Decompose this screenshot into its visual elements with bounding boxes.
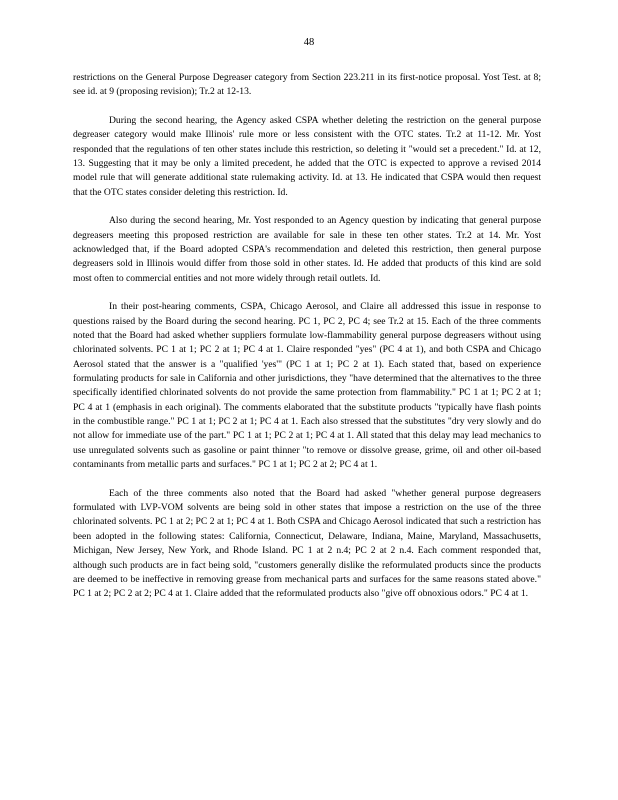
page-number: 48 [303,37,315,48]
paragraph-2: During the second hearing, the Agency asked CSPA whether deleting the restriction on the general purpose degreaser category would make Illinois' rule more or less consistent with the OTC states. Tr.2 at 11-12. Mr. Yost responded that the regulations of ten other states include this restriction, so deleting it "would set a precedent." Id. at 12, 13. Suggesting that it may be only a limited precedent, he added that the OTC is expected to approve a revised 2014 model rule that will generate additional state rulemaking activity. Id. at 13. He indicated that CSPA would then request that the OTC states consider deleting this restriction. Id. [73,114,541,198]
paragraph-5: Each of the three comments also noted that the Board had asked "whether general purpose degreasers formulated with LVP-VOM solvents are being sold in other states that impose a restriction on the use of the three chlorinated solvents. PC 1 at 2; PC 2 at 1; PC 4 at 1. Both CSPA and Chicago Aerosol indicated that such a restriction has been adopted in the following states: California, Connecticut, Delaware, Indiana, Maine, Maryland, Massachusetts, Michigan, New Jersey, New York, and Rhode Island. PC 1 at 2 n.4; PC 2 at 2 n.4. Each comment responded that, although such products are in fact being sold, "customers generally dislike the reformulated products since the products are deemed to be ineffective in removing grease from mechanical parts and surfaces for the same reasons stated above." PC 1 at 2; PC 2 at 2; PC 4 at 1. Claire added that the reformulated products also "give off obnoxious odors." PC 4 at 1. [73,487,541,600]
paragraph-3: Also during the second hearing, Mr. Yost responded to an Agency question by indicating that general purpose degreasers meeting this proposed restriction are available for sale in these ten other states. Tr.2 at 14. Mr. Yost acknowledged that, if the Board adopted CSPA's recommendation and deleted this restriction, then general purpose degreasers sold in Illinois would differ from those sold in other states. Id. He added that products of this kind are sold most often to commercial entities and not more widely through retail outlets. Id. [73,215,541,284]
paragraph-1: restrictions on the General Purpose Degreaser category from Section 223.211 in its first-notice proposal. Yost Test. at 8; see id. at 9 (proposing revision); Tr.2 at 12-13. [73,72,541,98]
document-body [73,71,541,616]
paragraph-4: In their post-hearing comments, CSPA, Chicago Aerosol, and Claire all addressed this issue in response to questions raised by the Board during the second hearing. PC 1, PC 2, PC 4; see Tr.2 at 15. Each of the three comments noted that the Board had asked whether suppliers formulate low-flammability general purpose degreasers without using chlorinated solvents. PC 1 at 1; PC 2 at 1; PC 4 at 1. Claire responded "yes" (PC 4 at 1), and both CSPA and Chicago Aerosol stated that the answer is a "qualified 'yes'" (PC 1 at 1; PC 2 at 1). Each stated that, based on experience formulating products for sale in California and other jurisdictions, they "have determined that the alternatives to the three specifically identified chlorinated solvents do not provide the same protection from flammability." PC 1 at 1; PC 2 at 1; PC 4 at 1 (emphasis in each original). The comments elaborated that the substitute products "typically have flash points in the combustible range." PC 1 at 1; PC 2 at 1; PC 4 at 1. Each also stressed that the substitutes "dry very slowly and do not allow for immediate use of the part." PC 1 at 1; PC 2 at 1; PC 4 at 1. All stated that this delay may lead mechanics to use unregulated solvents such as gasoline or paint thinner "to remove or dissolve grease, grime, oil and other oil-based contaminants from metallic parts and surfaces." PC 1 at 1; PC 2 at 2; PC 4 at 1. [73,301,541,471]
